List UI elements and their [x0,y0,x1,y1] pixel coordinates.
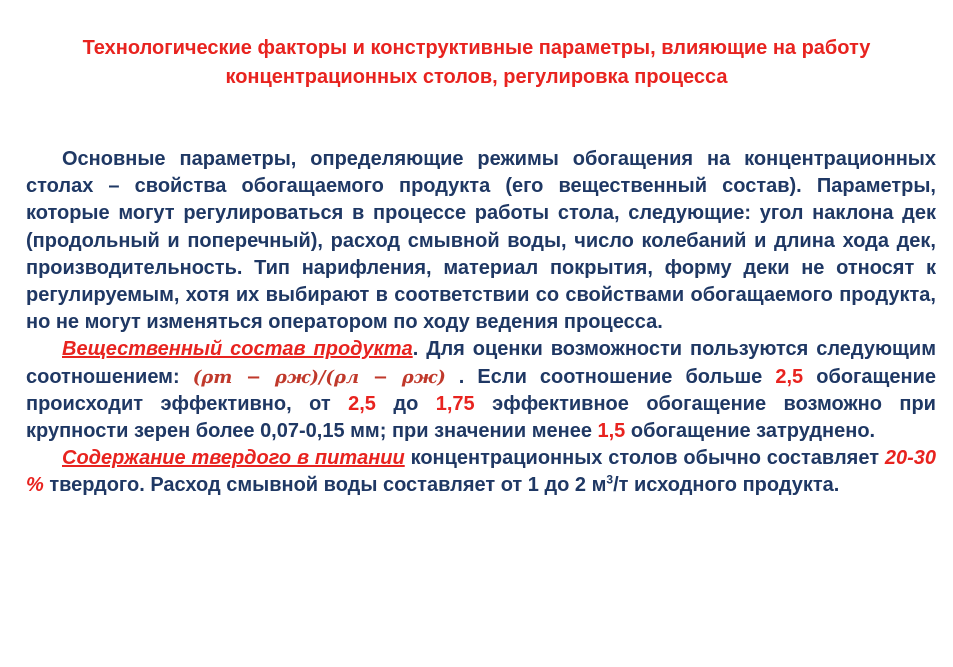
superscript: 3 [606,472,614,487]
paragraph-main-parameters: Основные параметры, определяющие режимы обогащения на концентрационных столах – свойства обогащаемого продукта (его вещественный состав). Параметры, которые могут регулироваться в процессе работы стола, следующие: угол наклона дек (продольный и поперечный), расход смывной воды, число колебаний и длина хода дек, производительность. Тип нарифления, материал покрытия, форму деки не относят к регулируемым, хотя их выбирают в соответствии со свойствами обогащаемого продукта, но не могут изменяться оператором по ходу ведения процесса. [26,148,936,334]
value-highlight: 20-30 % [26,447,936,497]
term-solids-content: Содержание твердого в питании [62,447,405,470]
value-highlight: 1,75 [435,392,475,415]
paragraph-material-composition [26,336,936,445]
text-segment: до [375,392,436,415]
density-ratio-formula: (ρт − ρж)/(ρл − ρж) [192,366,446,388]
value-highlight: 2,5 [775,365,804,388]
value-highlight: 2,5 [348,392,376,415]
text-segment: . Если соотношение больше [445,365,776,388]
term-material-composition: Вещественный состав продукта [62,338,413,361]
value-highlight: 1,5 [597,420,626,443]
text-segment: обогащение затруднено. [625,420,876,443]
text-segment: твердого. Расход смывной воды составляет от 1 до 2 м [43,474,607,497]
text-segment: обогащение происходит эффективно, от [26,365,936,415]
text-segment: /т исходного продукта. [613,474,840,497]
slide-title: Технологические факторы и конструктивные параметры, влияющие на работу концентрационных столов, регулировка процесса [82,37,871,88]
slide-body [26,146,936,500]
text-segment: эффективное обогащение возможно при крупности зерен более 0,07-0,15 мм; при значении менее [26,392,936,443]
paragraph-solids-content [26,445,936,499]
text-segment: концентрационных столов обычно составляет [404,447,885,470]
text-segment: . Для оценки возможности пользуются следующим соотношением: [26,338,937,388]
